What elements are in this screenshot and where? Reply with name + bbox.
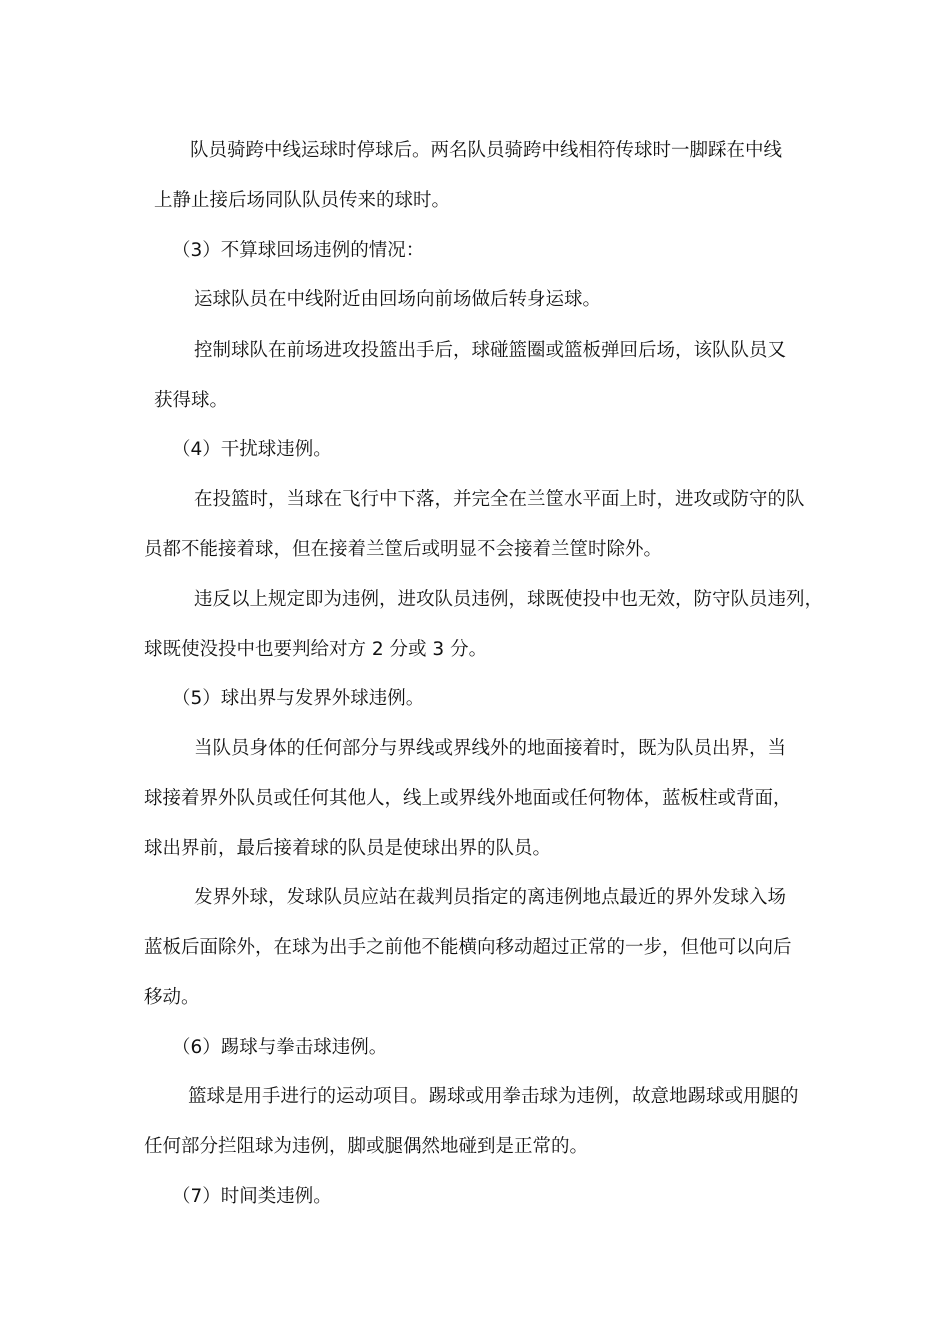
text-line: 上静止接后场同队队员传来的球时。 bbox=[154, 190, 451, 211]
text-line: 球既使没投中也要判给对方 2 分或 3 分。 bbox=[144, 639, 488, 660]
text-line: 当队员身体的任何部分与界线或界线外的地面接着时，既为队员出界，当 bbox=[194, 738, 787, 759]
section-heading: （7）时间类违例。 bbox=[172, 1186, 332, 1207]
text-line: 蓝板后面除外，在球为出手之前他不能横向移动超过正常的一步，但他可以向后 bbox=[144, 937, 792, 958]
section-heading: （4）干扰球违例。 bbox=[172, 439, 332, 460]
text-line: 球接着界外队员或任何其他人，线上或界线外地面或任何物体，蓝板柱或背面， bbox=[144, 788, 792, 809]
text-line: 球出界前，最后接着球的队员是使球出界的队员。 bbox=[144, 838, 552, 859]
text-line: 违反以上规定即为违例，进攻队员违例，球既使投中也无效，防守队员违列， bbox=[194, 589, 824, 610]
text-line: 运球队员在中线附近由回场向前场做后转身运球。 bbox=[194, 289, 602, 310]
text-line: 员都不能接着球，但在接着兰筐后或明显不会接着兰筐时除外。 bbox=[144, 539, 663, 560]
section-heading: （3）不算球回场违例的情况： bbox=[172, 240, 425, 261]
text-line: 控制球队在前场进攻投篮出手后，球碰篮圈或篮板弹回后场，该队队员又 bbox=[194, 340, 787, 361]
section-heading: （6）踢球与拳击球违例。 bbox=[172, 1037, 388, 1058]
text-line: 队员骑跨中线运球时停球后。两名队员骑跨中线相符传球时一脚踩在中线 bbox=[190, 140, 783, 161]
text-line: 发界外球，发球队员应站在裁判员指定的离违例地点最近的界外发球入场 bbox=[194, 887, 787, 908]
text-line: 篮球是用手进行的运动项目。踢球或用拳击球为违例，故意地踢球或用腿的 bbox=[188, 1086, 799, 1107]
text-line: 获得球。 bbox=[154, 390, 229, 411]
text-line: 移动。 bbox=[144, 987, 200, 1008]
section-heading: （5）球出界与发界外球违例。 bbox=[172, 688, 425, 709]
text-line: 在投篮时，当球在飞行中下落，并完全在兰筐水平面上时，进攻或防守的队 bbox=[194, 489, 805, 510]
text-line: 任何部分拦阻球为违例，脚或腿偶然地碰到是正常的。 bbox=[144, 1136, 589, 1157]
